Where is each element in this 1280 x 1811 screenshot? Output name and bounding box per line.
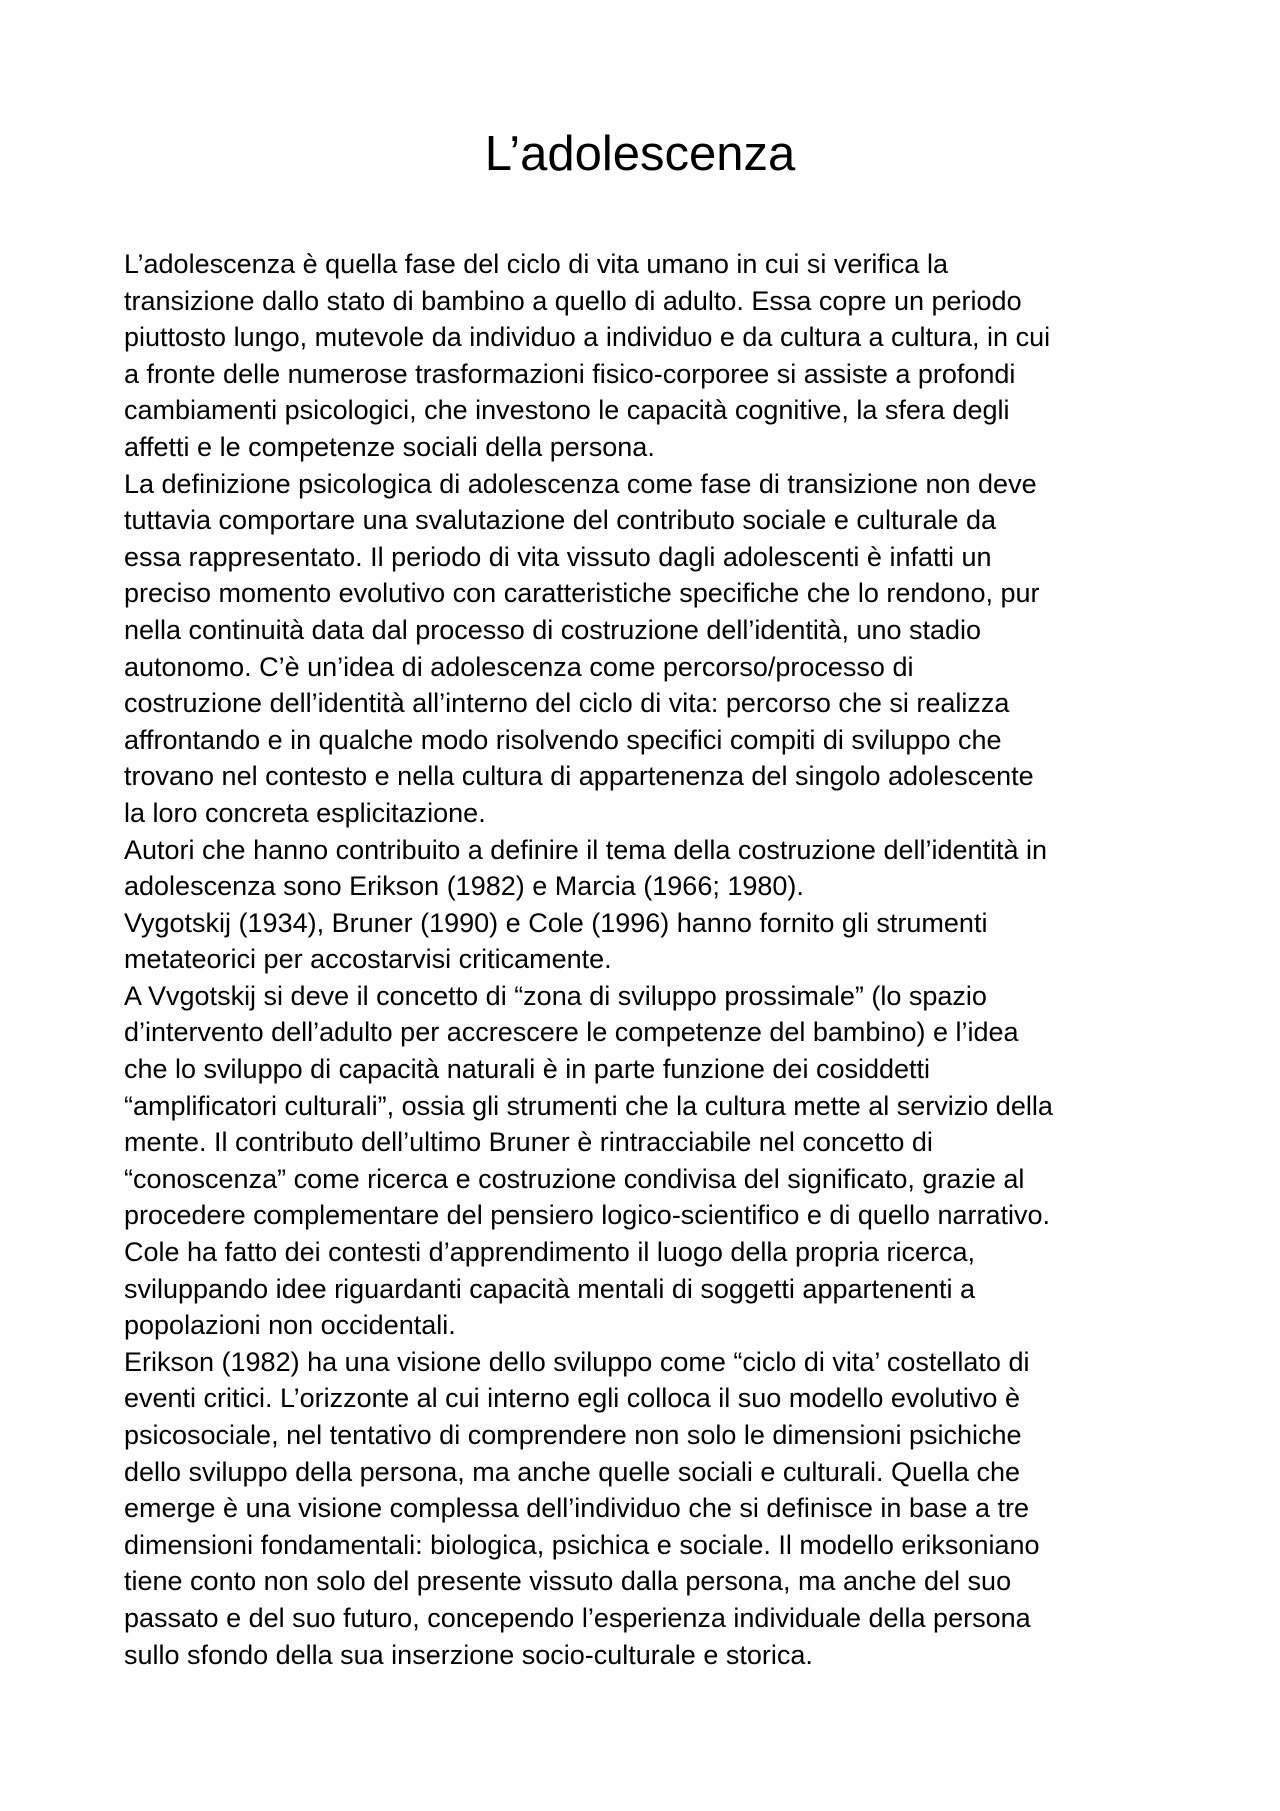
- text-line: che lo sviluppo di capacità naturali è in parte funzione dei cosiddetti: [124, 1054, 931, 1085]
- text-line: “amplificatori culturali”, ossia gli strumenti che la cultura mette al servizio della: [124, 1090, 1053, 1121]
- text-line: dimensioni fondamentali: biologica, psichica e sociale. Il modello eriksoniano: [124, 1529, 1040, 1560]
- text-line: essa rappresentato. Il periodo di vita vissuto dagli adolescenti è infatti un: [124, 541, 992, 572]
- text-line: Cole ha fatto dei contesti d’apprendimento il luogo della propria ricerca,: [124, 1237, 976, 1268]
- text-line: A Vvgotskij si deve il concetto di “zona di sviluppo prossimale” (lo spazio: [124, 980, 987, 1011]
- text-line: “conoscenza” come ricerca e costruzione condivisa del significato, grazie al: [124, 1163, 1025, 1194]
- text-line: eventi critici. L’orizzonte al cui interno egli colloca il suo modello evolutivo è: [124, 1383, 1020, 1414]
- text-line: Erikson (1982) ha una visione dello sviluppo come “ciclo di vita’ costellato di: [124, 1346, 1030, 1377]
- text-line: cambiamenti psicologici, che investono le capacità cognitive, la sfera degli: [124, 395, 1010, 426]
- text-line: dello sviluppo della persona, ma anche quelle sociali e culturali. Quella che: [124, 1456, 1021, 1487]
- text-line: sullo sfondo della sua inserzione socio-culturale e storica.: [124, 1639, 813, 1670]
- text-line: nella continuità data dal processo di costruzione dell’identità, uno stadio: [124, 614, 982, 645]
- text-line: L’adolescenza è quella fase del ciclo di vita umano in cui si verifica la: [124, 249, 948, 279]
- text-line: transizione dallo stato di bambino a quello di adulto. Essa copre un periodo: [124, 285, 1022, 316]
- text-line: autonomo. C’è un’idea di adolescenza come percorso/processo di: [124, 651, 914, 682]
- text-line: piuttosto lungo, mutevole da individuo a individuo e da cultura a cultura, in cui: [124, 322, 1051, 353]
- text-line: metateorici per accostarvisi criticamente.: [124, 944, 612, 975]
- text-line: mente. Il contributo dell’ultimo Bruner è rintracciabile nel concetto di: [124, 1127, 933, 1158]
- text-line: affetti e le competenze sociali della persona.: [124, 431, 655, 462]
- text-line: affrontando e in qualche modo risolvendo specifici compiti di sviluppo che: [124, 724, 1002, 755]
- text-line: passato e del suo futuro, concependo l’esperienza individuale della persona: [124, 1602, 1031, 1633]
- text-line: tiene conto non solo del presente vissuto dalla persona, ma anche del suo: [124, 1566, 1012, 1597]
- text-line: costruzione dell’identità all’interno del ciclo di vita: percorso che si realizza: [124, 688, 1010, 719]
- page-title: L’adolescenza: [484, 127, 796, 181]
- text-line: preciso momento evolutivo con caratteristiche specifiche che lo rendono, pur: [124, 578, 1040, 609]
- text-line: d’intervento dell’adulto per accrescere le competenze del bambino) e l’idea: [124, 1017, 1019, 1048]
- body-text: [124, 246, 1174, 1673]
- text-line: trovano nel contesto e nella cultura di appartenenza del singolo adolescente: [124, 761, 1034, 792]
- text-line: La definizione psicologica di adolescenza come fase di transizione non deve: [124, 468, 1037, 499]
- text-line: Autori che hanno contribuito a definire il tema della costruzione dell’identità in: [124, 834, 1048, 865]
- text-line: sviluppando idee riguardanti capacità mentali di soggetti appartenenti a: [124, 1273, 976, 1304]
- text-line: psicosociale, nel tentativo di comprendere non solo le dimensioni psichiche: [124, 1420, 1022, 1450]
- text-line: popolazioni non occidentali.: [124, 1310, 456, 1341]
- text-line: adolescenza sono Erikson (1982) e Marcia (1966; 1980).: [124, 871, 804, 902]
- text-line: a fronte delle numerose trasformazioni fisico-corporee si assiste a profondi: [124, 358, 1016, 389]
- text-line: la loro concreta esplicitazione.: [124, 797, 486, 828]
- text-line: emerge è una visione complessa dell’individuo che si definisce in base a tre: [124, 1493, 1030, 1524]
- text-line: procedere complementare del pensiero logico-scientifico e di quello narrativo.: [124, 1200, 1051, 1231]
- text-line: Vygotskij (1934), Bruner (1990) e Cole (1996) hanno fornito gli strumenti: [124, 907, 988, 938]
- text-line: tuttavia comportare una svalutazione del contributo sociale e culturale da: [124, 505, 997, 536]
